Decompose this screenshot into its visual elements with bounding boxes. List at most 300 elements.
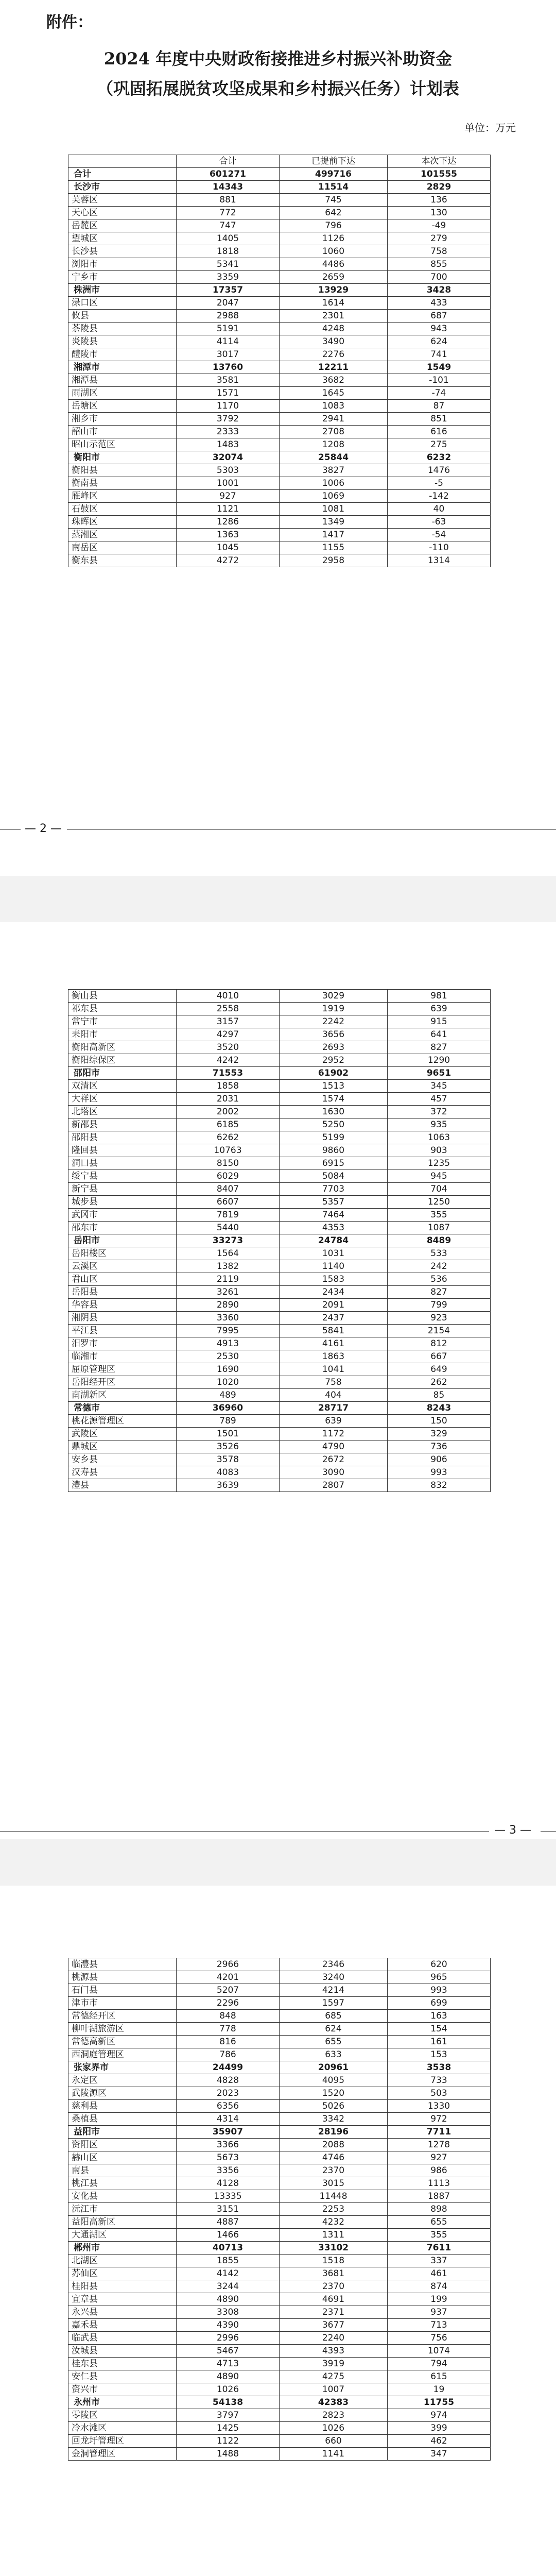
current-cell: 756 [388,2332,491,2345]
current-cell: 3428 [388,284,491,297]
advance-cell: 2240 [280,2332,388,2345]
advance-cell: 1919 [280,1003,388,1015]
advance-cell: 33102 [280,2242,388,2255]
current-cell: 130 [388,207,491,219]
region-cell: 临澧县 [68,1958,177,1971]
total-cell: 4201 [177,1971,280,1984]
advance-cell: 2952 [280,1054,388,1067]
region-cell: 渌口区 [68,297,177,310]
advance-cell: 758 [280,1376,388,1389]
region-cell: 城步县 [68,1196,177,1209]
page-1 [0,0,556,876]
total-cell: 1026 [177,2383,280,2396]
table-row [68,990,491,1003]
region-cell: 雁峰区 [68,490,177,503]
current-cell: 2829 [388,181,491,194]
table-row [68,1299,491,1312]
table-row [68,1106,491,1118]
region-cell: 湘潭县 [68,374,177,387]
table-row [68,1222,491,1234]
total-cell: 71553 [177,1067,280,1080]
current-cell: 965 [388,1971,491,1984]
advance-cell: 633 [280,2048,388,2061]
table-row-city [68,284,491,297]
table-row-city [68,1402,491,1415]
total-cell: 14343 [177,181,280,194]
region-cell: 澧县 [68,1479,177,1492]
table-row [68,1363,491,1376]
current-cell: 536 [388,1273,491,1286]
advance-cell: 660 [280,2435,388,2448]
table-row-city [68,2242,491,2255]
advance-cell: 642 [280,207,388,219]
current-cell: 199 [388,2293,491,2306]
region-cell: 长沙县 [68,245,177,258]
region-cell: 金洞管理区 [68,2448,177,2461]
region-cell: 汉寿县 [68,1466,177,1479]
current-cell: 981 [388,990,491,1003]
table-row [68,2177,491,2190]
total-cell: 1855 [177,2255,280,2267]
advance-cell: 4161 [280,1337,388,1350]
table-row [68,1273,491,1286]
total-cell: 1170 [177,400,280,413]
table-row [68,477,491,490]
current-cell: 972 [388,2113,491,2126]
current-cell: 1887 [388,2190,491,2203]
table-row [68,1144,491,1157]
advance-cell: 1597 [280,1997,388,2010]
region-cell: 安仁县 [68,2370,177,2383]
page-2 [0,922,556,1839]
total-cell: 3578 [177,1453,280,1466]
current-cell: 986 [388,2164,491,2177]
current-cell: 927 [388,2151,491,2164]
total-cell: 6356 [177,2100,280,2113]
current-cell: -142 [388,490,491,503]
current-cell: 1278 [388,2139,491,2151]
advance-cell: 4248 [280,323,388,335]
advance-cell: 1645 [280,387,388,400]
table-row [68,1440,491,1453]
current-cell: 943 [388,323,491,335]
current-cell: 624 [388,335,491,348]
table-row [68,2306,491,2319]
region-cell: 祁东县 [68,1003,177,1015]
total-cell: 5440 [177,1222,280,1234]
region-cell: 汨罗市 [68,1337,177,1350]
advance-cell: 2434 [280,1286,388,1299]
advance-cell: 2807 [280,1479,388,1492]
advance-cell: 11514 [280,181,388,194]
total-cell: 7995 [177,1325,280,1337]
advance-cell: 1141 [280,2448,388,2461]
table-row [68,1428,491,1440]
total-cell: 5207 [177,1984,280,1997]
advance-cell: 4095 [280,2074,388,2087]
table-row [68,374,491,387]
advance-cell: 4214 [280,1984,388,1997]
table-body-page-3 [68,1958,491,2461]
advance-cell: 2371 [280,2306,388,2319]
current-cell: 903 [388,1144,491,1157]
advance-cell: 7464 [280,1209,388,1222]
current-cell: 7711 [388,2126,491,2139]
current-cell: 3538 [388,2061,491,2074]
advance-cell: 2708 [280,426,388,438]
table-row [68,219,491,232]
region-cell: 绥宁县 [68,1170,177,1183]
total-cell: 772 [177,207,280,219]
current-cell: 9651 [388,1067,491,1080]
region-cell: 武陵源区 [68,2087,177,2100]
current-cell: 827 [388,1286,491,1299]
table-row [68,1415,491,1428]
region-cell: 株洲市 [68,284,177,297]
advance-cell: 1083 [280,400,388,413]
region-cell: 新邵县 [68,1118,177,1131]
current-cell: 935 [388,1118,491,1131]
advance-cell: 1007 [280,2383,388,2396]
total-cell: 3157 [177,1015,280,1028]
region-cell: 岳阳楼区 [68,1247,177,1260]
table-row [68,2203,491,2216]
advance-cell: 1026 [280,2422,388,2435]
current-cell: 11755 [388,2396,491,2409]
current-cell: 616 [388,426,491,438]
region-cell: 益阳市 [68,2126,177,2139]
current-cell: 855 [388,258,491,271]
current-cell: 649 [388,1363,491,1376]
advance-cell: 6915 [280,1157,388,1170]
total-cell: 2988 [177,310,280,323]
region-cell: 岳阳市 [68,1234,177,1247]
table-row [68,554,491,567]
advance-cell: 2370 [280,2280,388,2293]
region-cell: 宜章县 [68,2293,177,2306]
current-cell: 655 [388,2216,491,2229]
advance-cell: 24784 [280,1234,388,1247]
footer-rule-right [541,1831,556,1832]
table-row-city [68,2396,491,2409]
region-cell: 韶山市 [68,426,177,438]
table-row [68,413,491,426]
total-cell: 489 [177,1389,280,1402]
total-cell: 1501 [177,1428,280,1440]
total-cell: 1382 [177,1260,280,1273]
advance-cell: 2370 [280,2164,388,2177]
total-cell: 3797 [177,2409,280,2422]
region-cell: 衡阳市 [68,451,177,464]
region-cell: 武陵区 [68,1428,177,1440]
current-cell: 457 [388,1093,491,1106]
region-cell: 昭山示范区 [68,438,177,451]
total-cell: 3526 [177,1440,280,1453]
header-advance: 已提前下达 [280,155,388,168]
region-cell: 耒阳市 [68,1028,177,1041]
region-cell: 慈利县 [68,2100,177,2113]
total-cell: 1020 [177,1376,280,1389]
region-cell: 邵阳市 [68,1067,177,1080]
page-title-line-2: （巩固拓展脱贫攻坚成果和乡村振兴任务）计划表 [96,79,459,98]
table-row [68,207,491,219]
region-cell: 邵阳县 [68,1131,177,1144]
advance-cell: 655 [280,2036,388,2048]
current-cell: 19 [388,2383,491,2396]
unit-label: 单位：万元 [464,122,516,134]
advance-cell: 2693 [280,1041,388,1054]
total-cell: 3581 [177,374,280,387]
region-cell: 南岳区 [68,541,177,554]
table-row [68,2229,491,2242]
footer-rule-left [0,1831,489,1832]
region-cell: 汝城县 [68,2345,177,2358]
total-cell: 1483 [177,438,280,451]
total-cell: 2558 [177,1003,280,1015]
table-row [68,348,491,361]
current-cell: 915 [388,1015,491,1028]
current-cell: 827 [388,1041,491,1054]
advance-cell: 3015 [280,2177,388,2190]
table-row [68,2074,491,2087]
advance-cell: 1349 [280,516,388,529]
advance-cell: 1863 [280,1350,388,1363]
current-cell: 6232 [388,451,491,464]
advance-cell: 1126 [280,232,388,245]
current-cell: -110 [388,541,491,554]
page-number: — 2 — [25,822,62,835]
region-cell: 衡阳县 [68,464,177,477]
total-cell: 4297 [177,1028,280,1041]
table-row [68,1337,491,1350]
region-cell: 沅江市 [68,2203,177,2216]
region-cell: 桃花源管理区 [68,1415,177,1428]
advance-cell: 2276 [280,348,388,361]
advance-cell: 1041 [280,1363,388,1376]
region-cell: 郴州市 [68,2242,177,2255]
total-cell: 4314 [177,2113,280,2126]
total-cell: 1571 [177,387,280,400]
current-cell: 639 [388,1003,491,1015]
region-cell: 隆回县 [68,1144,177,1157]
current-cell: 7611 [388,2242,491,2255]
total-cell: 5303 [177,464,280,477]
table-row [68,232,491,245]
table-row [68,2319,491,2332]
table-row [68,2139,491,2151]
page-footer-2 [0,1824,556,1839]
current-cell: 347 [388,2448,491,2461]
advance-cell: 1520 [280,2087,388,2100]
total-cell: 2023 [177,2087,280,2100]
advance-cell: 1006 [280,477,388,490]
footer-rule-right [67,829,556,830]
region-cell: 桂阳县 [68,2280,177,2293]
advance-cell: 5250 [280,1118,388,1131]
table-row [68,194,491,207]
table-row [68,1170,491,1183]
advance-cell: 28717 [280,1402,388,1415]
current-cell: -54 [388,529,491,541]
region-cell: 岳阳经开区 [68,1376,177,1389]
page-gap [0,1839,556,1886]
table-row [68,2100,491,2113]
current-cell: 832 [388,1479,491,1492]
table-row [68,323,491,335]
current-cell: 355 [388,1209,491,1222]
table-row [68,1958,491,1971]
current-cell: 741 [388,348,491,361]
total-cell: 4828 [177,2074,280,2087]
current-cell: 851 [388,413,491,426]
region-cell: 岳塘区 [68,400,177,413]
region-cell: 临湘市 [68,1350,177,1363]
region-cell: 衡东县 [68,554,177,567]
total-cell: 32074 [177,451,280,464]
table-row [68,1080,491,1093]
advance-cell: 3681 [280,2267,388,2280]
advance-cell: 5084 [280,1170,388,1183]
advance-cell: 1031 [280,1247,388,1260]
total-cell: 3244 [177,2280,280,2293]
current-cell: 1087 [388,1222,491,1234]
current-cell: -49 [388,219,491,232]
region-cell: 桃江县 [68,2177,177,2190]
table-row [68,464,491,477]
total-cell: 848 [177,2010,280,2023]
advance-cell: 1513 [280,1080,388,1093]
table-row [68,490,491,503]
plan-table-page-3 [68,1958,491,2461]
region-cell: 衡南县 [68,477,177,490]
page-number: — 3 — [494,1824,531,1837]
region-cell: 常德高新区 [68,2036,177,2048]
current-cell: 812 [388,1337,491,1350]
region-cell: 衡山县 [68,990,177,1003]
advance-cell: 5026 [280,2100,388,2113]
region-cell: 湘阴县 [68,1312,177,1325]
total-cell: 3308 [177,2306,280,2319]
region-cell: 大祥区 [68,1093,177,1106]
current-cell: 161 [388,2036,491,2048]
advance-cell: 499716 [280,168,388,181]
region-cell: 平江县 [68,1325,177,1337]
table-row [68,1093,491,1106]
current-cell: 40 [388,503,491,516]
region-cell: 益阳高新区 [68,2216,177,2229]
table-row [68,2267,491,2280]
table-row [68,1209,491,1222]
total-cell: 5467 [177,2345,280,2358]
region-cell: 湘乡市 [68,413,177,426]
region-cell: 安化县 [68,2190,177,2203]
total-cell: 778 [177,2023,280,2036]
region-cell: 苏仙区 [68,2267,177,2280]
table-header-row [68,155,491,168]
current-cell: 937 [388,2306,491,2319]
current-cell: 337 [388,2255,491,2267]
total-cell: 816 [177,2036,280,2048]
advance-cell: 28196 [280,2126,388,2139]
total-cell: 3520 [177,1041,280,1054]
current-cell: -74 [388,387,491,400]
advance-cell: 5199 [280,1131,388,1144]
total-cell: 4083 [177,1466,280,1479]
current-cell: 620 [388,1958,491,1971]
region-cell: 蒸湘区 [68,529,177,541]
advance-cell: 12211 [280,361,388,374]
advance-cell: 2437 [280,1312,388,1325]
total-cell: 2966 [177,1958,280,1971]
total-cell: 1818 [177,245,280,258]
region-cell: 津市市 [68,1997,177,2010]
total-cell: 3792 [177,413,280,426]
current-cell: 733 [388,2074,491,2087]
total-cell: 6029 [177,1170,280,1183]
total-cell: 2119 [177,1273,280,1286]
advance-cell: 624 [280,2023,388,2036]
advance-cell: 61902 [280,1067,388,1080]
total-cell: 5191 [177,323,280,335]
current-cell: 699 [388,1997,491,2010]
current-cell: 993 [388,1466,491,1479]
region-cell: 醴陵市 [68,348,177,361]
region-cell: 洞口县 [68,1157,177,1170]
table-row [68,438,491,451]
region-cell: 芙蓉区 [68,194,177,207]
table-body-page-2 [68,990,491,1492]
current-cell: 8243 [388,1402,491,1415]
region-cell: 常宁市 [68,1015,177,1028]
table-row [68,2345,491,2358]
total-cell: 2890 [177,1299,280,1312]
total-cell: 24499 [177,2061,280,2074]
table-row [68,1997,491,2010]
advance-cell: 2091 [280,1299,388,1312]
total-cell: 1363 [177,529,280,541]
current-cell: 667 [388,1350,491,1363]
current-cell: -5 [388,477,491,490]
total-cell: 3359 [177,271,280,284]
total-cell: 7819 [177,1209,280,1222]
advance-cell: 42383 [280,2396,388,2409]
table-row [68,1286,491,1299]
total-cell: 2296 [177,1997,280,2010]
advance-cell: 4275 [280,2370,388,2383]
current-cell: 329 [388,1428,491,1440]
region-cell: 南县 [68,2164,177,2177]
advance-cell: 796 [280,219,388,232]
total-cell: 36960 [177,1402,280,1415]
table-row [68,1479,491,1492]
region-cell: 嘉禾县 [68,2319,177,2332]
current-cell: 898 [388,2203,491,2216]
region-cell: 长沙市 [68,181,177,194]
current-cell: 154 [388,2023,491,2036]
table-row-city [68,181,491,194]
current-cell: 503 [388,2087,491,2100]
current-cell: 85 [388,1389,491,1402]
region-cell: 张家界市 [68,2061,177,2074]
current-cell: 794 [388,2358,491,2370]
total-cell: 2047 [177,297,280,310]
table-row [68,1118,491,1131]
current-cell: 345 [388,1080,491,1093]
table-row [68,1453,491,1466]
current-cell: 262 [388,1376,491,1389]
current-cell: 1235 [388,1157,491,1170]
header-region [68,155,177,168]
